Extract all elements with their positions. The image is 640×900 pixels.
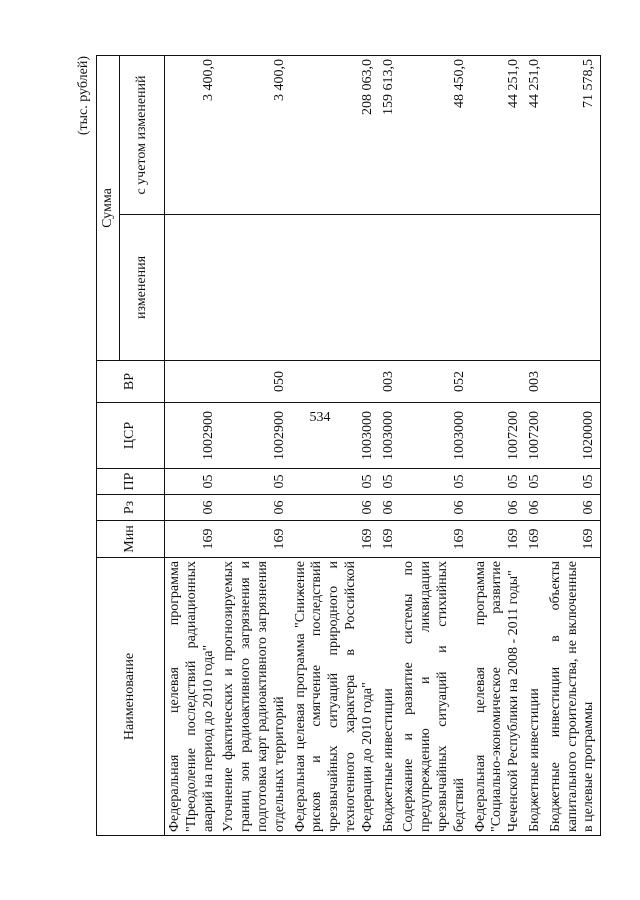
header-name: Наименование (97, 558, 165, 836)
cell-pr: 05 (219, 469, 290, 495)
cell-changes (165, 215, 220, 361)
cell-csr: 1007200 (471, 403, 525, 469)
cell-with-changes: 44 251,0 (471, 56, 525, 215)
cell-min: 169 (546, 521, 601, 558)
cell-rz: 06 (219, 495, 290, 521)
header-min: Мин (97, 521, 165, 558)
cell-vr: 050 (219, 361, 290, 403)
cell-min: 169 (165, 521, 220, 558)
cell-changes (379, 215, 400, 361)
cell-vr (291, 361, 379, 403)
cell-min: 169 (525, 521, 546, 558)
page-number: 534 (309, 410, 331, 425)
cell-with-changes: 48 450,0 (399, 56, 470, 215)
cell-name: Содержание и развитие системы по предупреждению и ликвидации чрезвычайных ситуаций и стихийных бедствий (399, 558, 470, 836)
cell-csr: 1020000 (546, 403, 601, 469)
cell-changes (219, 215, 290, 361)
budget-table (96, 55, 601, 836)
cell-changes (471, 215, 525, 361)
cell-with-changes: 71 578,5 (546, 56, 601, 215)
header-pr: ПР (97, 469, 165, 495)
cell-changes (399, 215, 470, 361)
cell-with-changes: 208 063,0 (291, 56, 379, 215)
table-body (165, 56, 601, 836)
header-with-changes: с учетом изменений (120, 56, 165, 215)
cell-csr: 1002900 (219, 403, 290, 469)
cell-with-changes: 3 400,0 (219, 56, 290, 215)
cell-with-changes: 44 251,0 (525, 56, 546, 215)
cell-csr: 1003000 (399, 403, 470, 469)
cell-name: Федеральная целевая программа "Социально-экономическое развитие Чеченской Республики на 2008 - 2011 годы" (471, 558, 525, 836)
header-row (97, 56, 120, 836)
cell-rz: 06 (525, 495, 546, 521)
header-rz: Рз (97, 495, 165, 521)
cell-csr: 1007200 (525, 403, 546, 469)
cell-name: Бюджетные инвестиции (525, 558, 546, 836)
units-label: (тыс. рублей) (76, 56, 91, 136)
header-vr: ВР (97, 361, 165, 403)
cell-changes (291, 215, 379, 361)
cell-rz: 06 (291, 495, 379, 521)
cell-vr (546, 361, 601, 403)
cell-min: 169 (471, 521, 525, 558)
cell-csr: 1003000 (291, 403, 379, 469)
cell-pr: 05 (525, 469, 546, 495)
cell-with-changes: 3 400,0 (165, 56, 220, 215)
cell-csr: 1003000 (379, 403, 400, 469)
table-row (471, 56, 525, 836)
cell-pr: 05 (379, 469, 400, 495)
cell-min: 169 (399, 521, 470, 558)
table-row (219, 56, 290, 836)
cell-rz: 06 (165, 495, 220, 521)
cell-pr: 05 (165, 469, 220, 495)
cell-changes (525, 215, 546, 361)
cell-with-changes: 159 613,0 (379, 56, 400, 215)
cell-pr: 05 (471, 469, 525, 495)
cell-name: Федеральная целевая программа "Снижение рисков и смягчение последствий чрезвычайных ситуаций природного и техногенного характера в Российской Федерации до 2010 года" (291, 558, 379, 836)
budget-sheet (76, 56, 597, 836)
table-row (165, 56, 220, 836)
cell-pr: 05 (291, 469, 379, 495)
cell-pr: 05 (399, 469, 470, 495)
cell-vr: 003 (379, 361, 400, 403)
cell-pr: 05 (546, 469, 601, 495)
cell-rz: 06 (471, 495, 525, 521)
table-row (525, 56, 546, 836)
cell-csr: 1002900 (165, 403, 220, 469)
cell-min: 169 (219, 521, 290, 558)
table-row (379, 56, 400, 836)
cell-name: Бюджетные инвестиции в объекты капитального строительства, не включенные в целевые программы (546, 558, 601, 836)
cell-min: 169 (291, 521, 379, 558)
table-row (546, 56, 601, 836)
cell-vr: 052 (399, 361, 470, 403)
cell-vr: 003 (525, 361, 546, 403)
cell-name: Федеральная целевая программа "Преодоление последствий радиационных аварий на период до 2010 года" (165, 558, 220, 836)
header-csr: ЦСР (97, 403, 165, 469)
cell-name: Уточнение фактических и прогнозируемых границ зон радиоактивного загрязнения и подготовка карт радиоактивного загрязнения отдельных территорий (219, 558, 290, 836)
cell-rz: 06 (379, 495, 400, 521)
cell-min: 169 (379, 521, 400, 558)
cell-vr (471, 361, 525, 403)
header-sum: Сумма (97, 56, 120, 361)
header-changes: изменения (120, 215, 165, 361)
table-row (291, 56, 379, 836)
cell-rz: 06 (546, 495, 601, 521)
cell-changes (546, 215, 601, 361)
cell-name: Бюджетные инвестиции (379, 558, 400, 836)
cell-vr (165, 361, 220, 403)
table-row (399, 56, 470, 836)
cell-rz: 06 (399, 495, 470, 521)
